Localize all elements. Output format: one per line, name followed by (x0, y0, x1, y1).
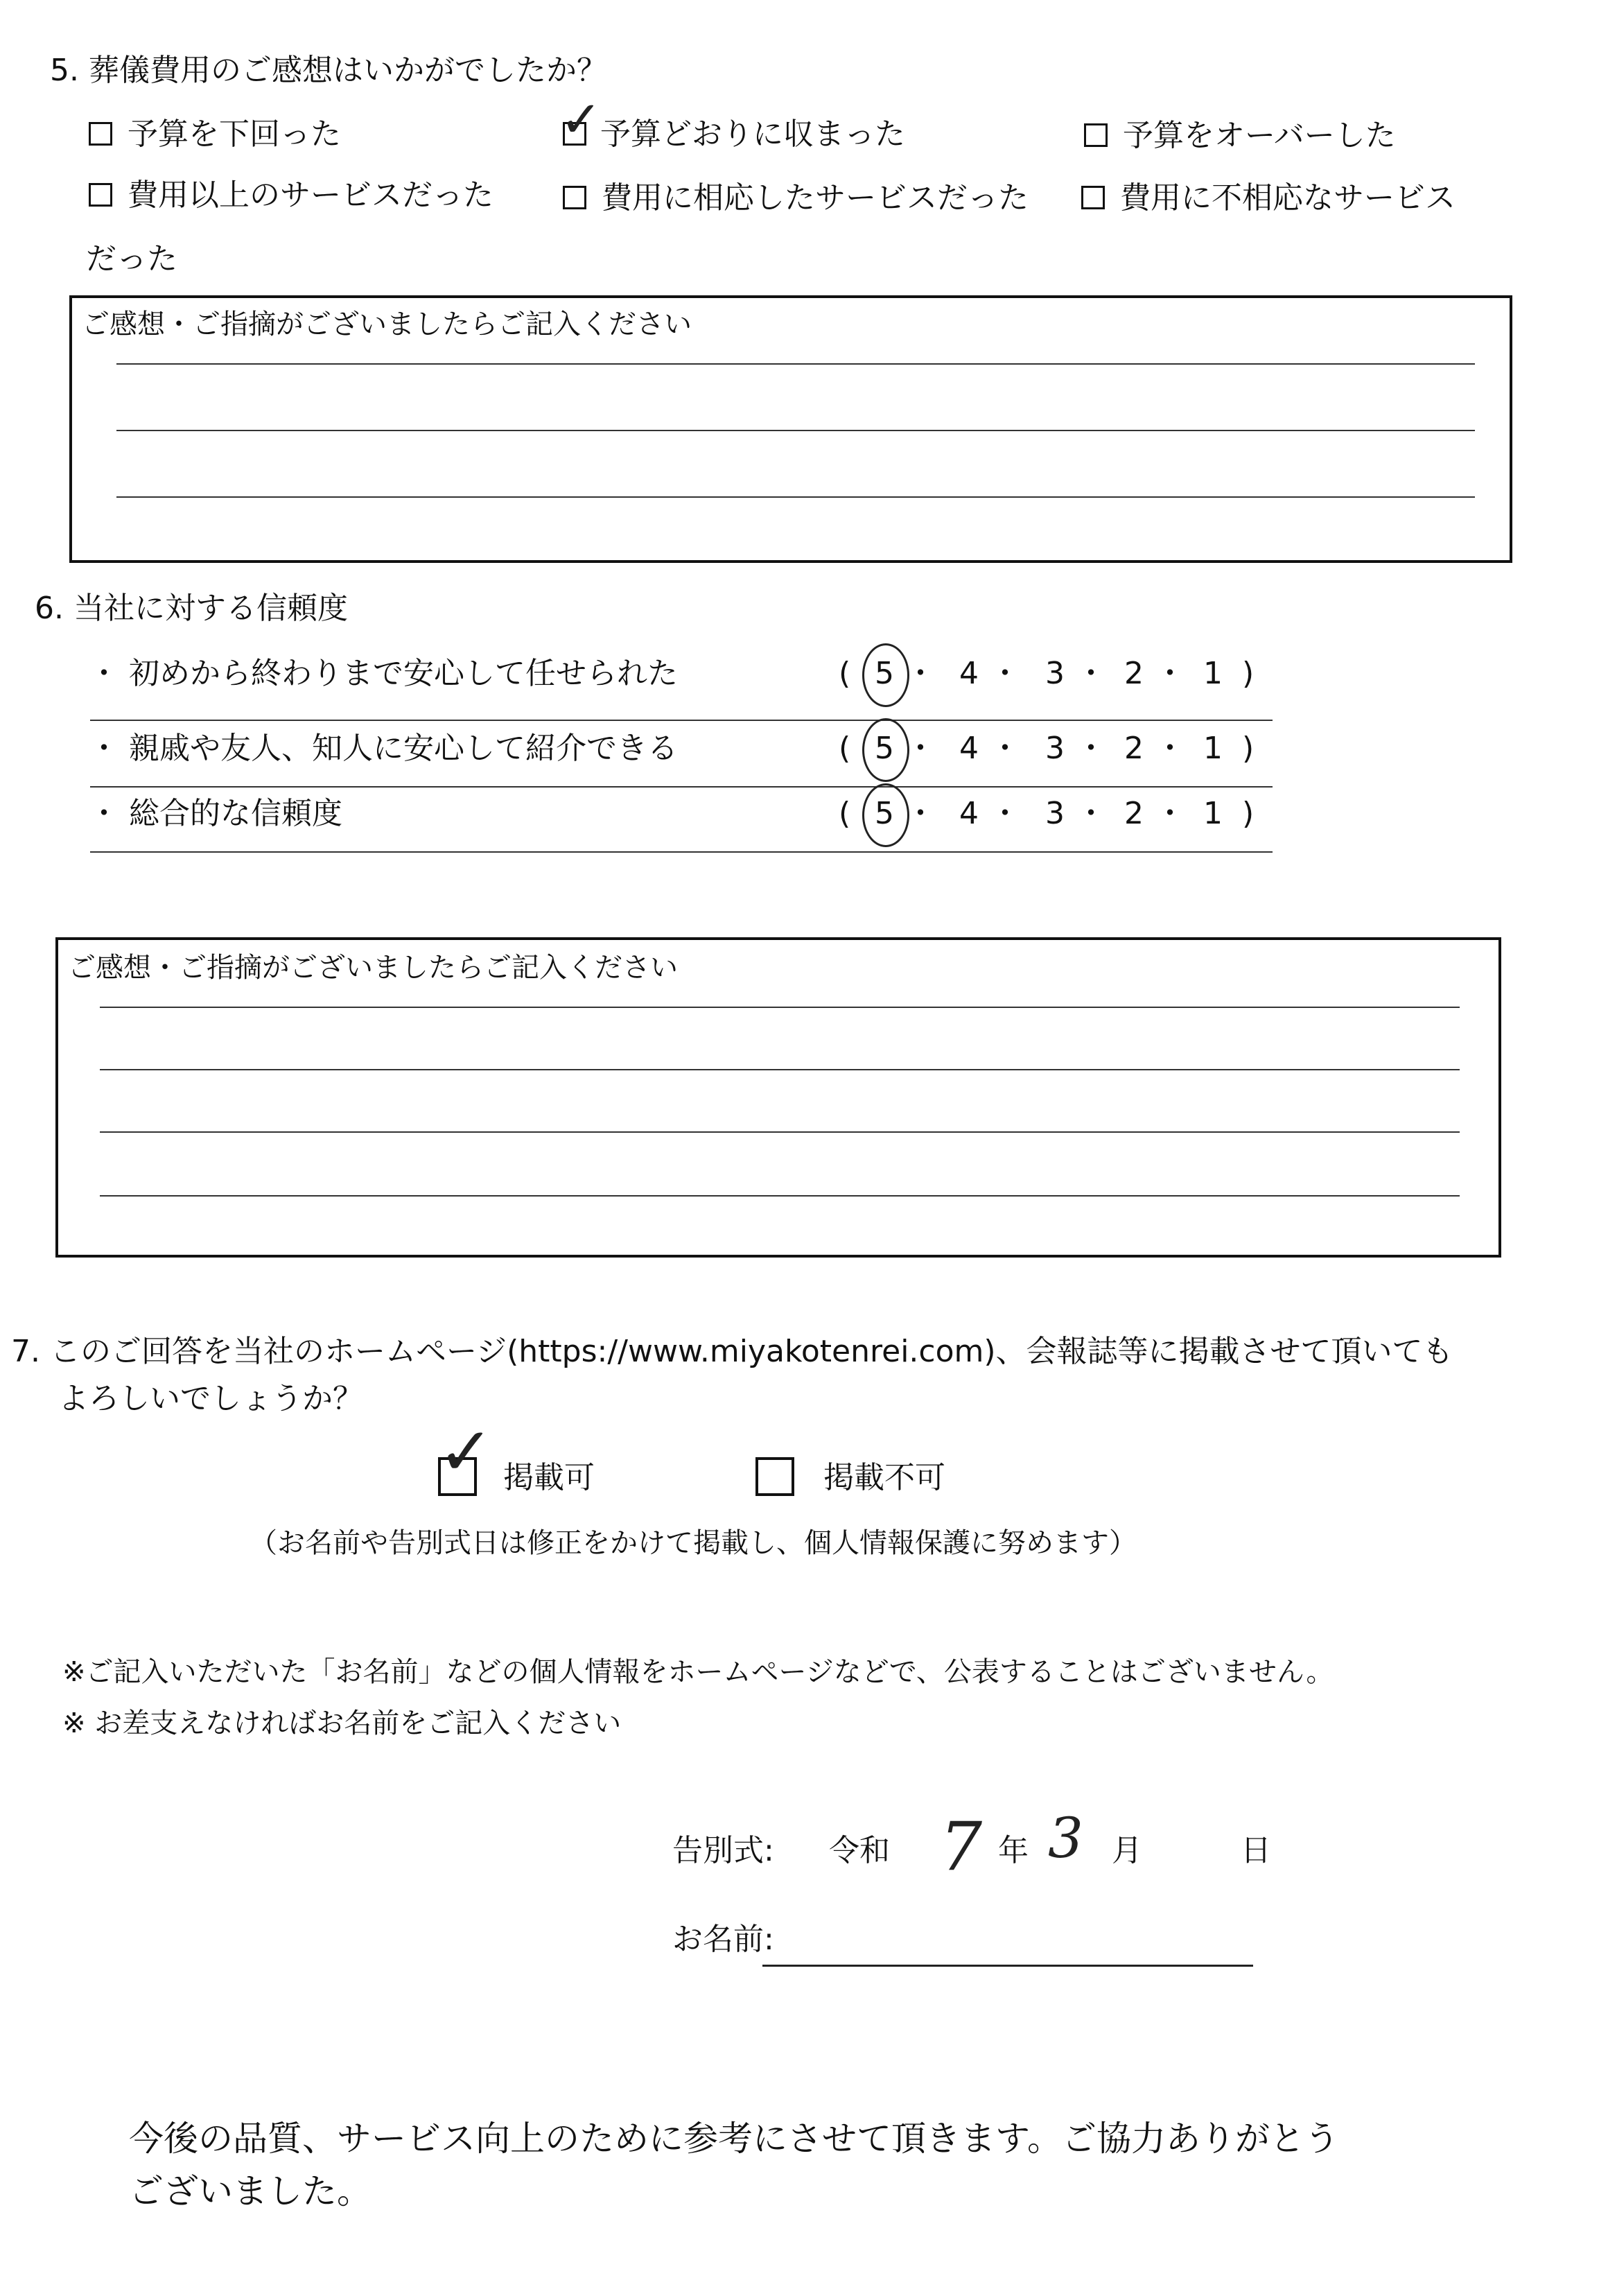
q6-item-label: ・ 総合的な信頼度 (89, 796, 342, 831)
q5-option-label: 予算をオーバーした (1123, 118, 1396, 153)
name-label: お名前: (672, 1922, 774, 1957)
q5-comment-box[interactable] (69, 295, 1512, 563)
scale-option-2[interactable]: 2 (1124, 796, 1144, 831)
selection-circle-icon (862, 718, 909, 782)
comment-box-label: ご感想・ご指摘がございましたらご記入ください (82, 308, 692, 340)
scale-close-paren: ) (1242, 731, 1255, 766)
writing-line (116, 363, 1475, 365)
selection-circle-icon (862, 643, 909, 707)
year-unit: 年 (998, 1833, 1029, 1868)
q6-comment-box[interactable] (55, 937, 1501, 1258)
scale-option-4[interactable]: 4 (959, 656, 979, 691)
scale-separator: ・ (990, 796, 1020, 831)
q5-checkbox-matched-cost[interactable] (563, 186, 586, 209)
scale-option-5[interactable]: 5 (875, 731, 894, 766)
checkmark-icon: ✓ (438, 1413, 494, 1490)
era-label: 令和 (829, 1833, 890, 1868)
q7-option-label: 掲載不可 (823, 1460, 945, 1495)
scale-separator: ・ (990, 656, 1020, 691)
scale-separator: ・ (1155, 796, 1185, 831)
scale-separator: ・ (1076, 731, 1106, 766)
scale-open-paren: ( (839, 796, 851, 831)
q5-checkbox-above-cost[interactable] (89, 183, 112, 207)
q5-option-label: 費用に不相応なサービス (1120, 180, 1456, 216)
comment-box-label: ご感想・ご指摘がございましたらご記入ください (68, 952, 678, 984)
row-divider (90, 720, 1273, 721)
writing-line (100, 1069, 1460, 1070)
q5-option-label: 費用に相応したサービスだった (602, 180, 1029, 216)
q6-item-label: ・ 親戚や友人、知人に安心して紹介できる (89, 731, 678, 766)
ceremony-label: 告別式: (672, 1833, 774, 1868)
writing-line (116, 430, 1475, 431)
q6-item-label: ・ 初めから終わりまで安心して任せられた (89, 656, 678, 691)
q5-checkbox-over-budget[interactable] (1084, 123, 1108, 147)
scale-option-3[interactable]: 3 (1045, 731, 1065, 766)
scale-option-2[interactable]: 2 (1124, 731, 1144, 766)
scale-open-paren: ( (839, 656, 851, 691)
scale-separator: ・ (905, 731, 936, 766)
scale-separator: ・ (1076, 796, 1106, 831)
q7-checkbox-deny[interactable] (755, 1457, 794, 1496)
writing-line (100, 1131, 1460, 1133)
scale-separator: ・ (1155, 656, 1185, 691)
q5-checkbox-not-matched-cost[interactable] (1081, 186, 1105, 209)
q5-option-wrap-text: だった (86, 241, 177, 277)
q5-title: 5. 葬儀費用のご感想はいかがでしたか？ (50, 53, 607, 88)
day-unit: 日 (1241, 1833, 1271, 1868)
q7-question-line1: 7. このご回答を当社のホームページ(https://www.miyakotenrei.com)、会報誌等に掲載させて頂いても (11, 1334, 1453, 1369)
writing-line (100, 1007, 1460, 1008)
q7-privacy-note: （お名前や告別式日は修正をかけて掲載し、個人情報保護に努めます） (250, 1527, 1137, 1559)
q5-option-label: 予算どおりに収まった (600, 116, 905, 152)
scale-option-1[interactable]: 1 (1203, 731, 1223, 766)
scale-option-4[interactable]: 4 (959, 731, 979, 766)
closing-line1: 今後の品質、サービス向上のために参考にさせて頂きます。ご協力ありがとう (129, 2119, 1339, 2159)
scale-option-5[interactable]: 5 (875, 656, 894, 691)
q6-title: 6. 当社に対する信頼度 (35, 591, 348, 626)
closing-line2: ございました。 (129, 2171, 372, 2211)
scale-option-2[interactable]: 2 (1124, 656, 1144, 691)
scale-separator: ・ (990, 731, 1020, 766)
month-unit: 月 (1112, 1833, 1142, 1868)
scale-option-3[interactable]: 3 (1045, 796, 1065, 831)
q5-checkbox-under-budget[interactable] (89, 122, 112, 146)
q5-option-label: 費用以上のサービスだった (128, 177, 493, 213)
q7-option-label: 掲載可 (503, 1460, 595, 1495)
name-request-note: ※ お差支えなければお名前をご記入ください (62, 1707, 622, 1739)
writing-line (116, 496, 1475, 498)
scale-separator: ・ (1076, 656, 1106, 691)
scale-open-paren: ( (839, 731, 851, 766)
scale-option-5[interactable]: 5 (875, 796, 894, 831)
scale-close-paren: ) (1242, 796, 1255, 831)
writing-line (100, 1195, 1460, 1197)
q5-option-label: 予算を下回った (128, 116, 341, 152)
year-value[interactable]: 7 (940, 1808, 983, 1886)
scale-option-4[interactable]: 4 (959, 796, 979, 831)
scale-option-1[interactable]: 1 (1203, 796, 1223, 831)
scale-separator: ・ (905, 656, 936, 691)
scale-separator: ・ (1155, 731, 1185, 766)
month-value[interactable]: 3 (1048, 1806, 1083, 1870)
scale-option-1[interactable]: 1 (1203, 656, 1223, 691)
scale-close-paren: ) (1242, 656, 1255, 691)
checkmark-icon: ✓ (560, 90, 602, 148)
name-writing-line (762, 1965, 1253, 1967)
q7-question-line2: よろしいでしょうか？ (58, 1381, 363, 1416)
row-divider (90, 851, 1273, 853)
scale-separator: ・ (905, 796, 936, 831)
privacy-note: ※ご記入いただいた「お名前」などの個人情報をホームページなどで、公表することはございません。 (62, 1656, 1334, 1688)
row-divider (90, 786, 1273, 788)
scale-option-3[interactable]: 3 (1045, 656, 1065, 691)
selection-circle-icon (862, 783, 909, 847)
